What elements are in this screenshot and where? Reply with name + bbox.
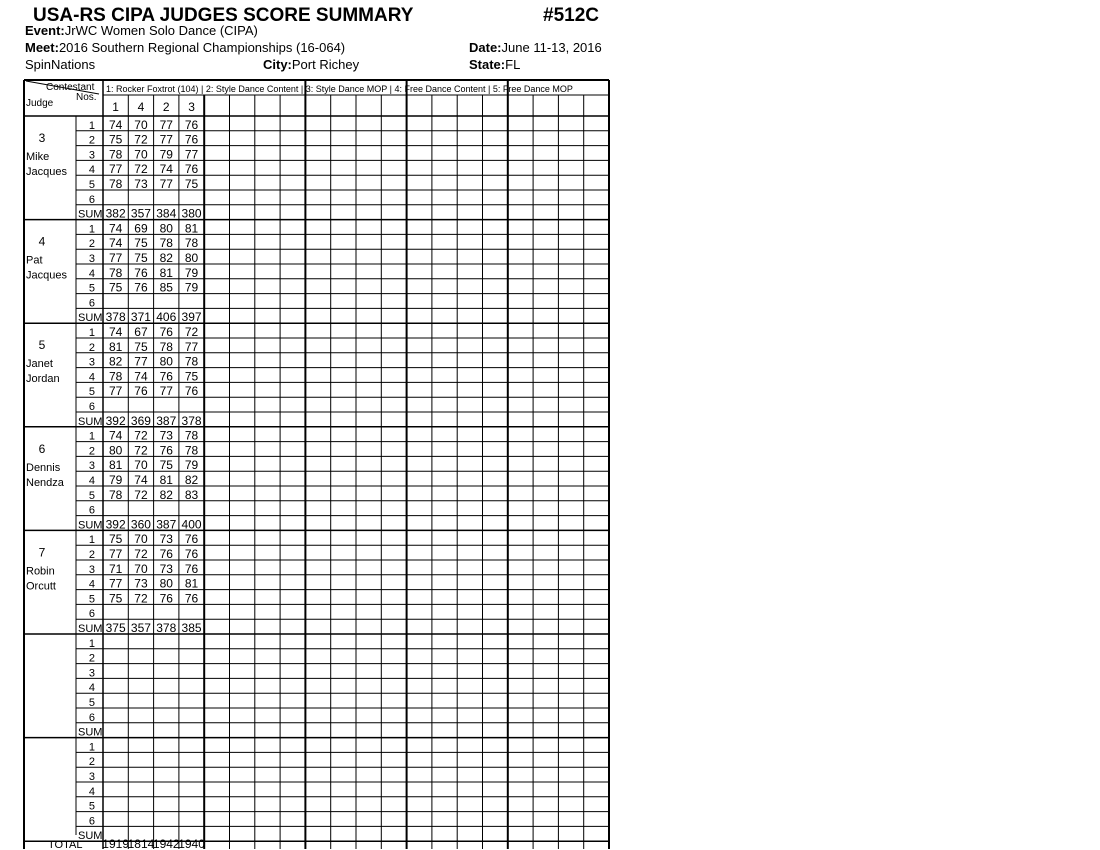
- score-cell: 77: [134, 354, 148, 369]
- score-cell: 75: [108, 532, 123, 547]
- score-cell: 72: [134, 428, 148, 443]
- score-cell: 74: [159, 162, 173, 177]
- sum-label: SUM: [78, 623, 103, 635]
- judge-first-name: Janet: [26, 358, 53, 371]
- score-cell: 72: [134, 487, 148, 502]
- sum-cell: 392: [105, 413, 126, 428]
- total-cell: 1814: [127, 837, 155, 850]
- score-cell: 76: [184, 591, 199, 606]
- city-value: Port Richey: [291, 57, 360, 72]
- score-cell: 76: [134, 265, 148, 280]
- score-cell: 77: [184, 147, 199, 162]
- sum-cell: 380: [181, 206, 202, 221]
- sum-label: SUM: [78, 312, 103, 325]
- score-cell: 72: [184, 325, 199, 339]
- row-number: 3: [88, 253, 95, 265]
- score-cell: 76: [159, 325, 173, 339]
- row-number: 4: [88, 164, 95, 177]
- score-cell: 81: [159, 473, 173, 487]
- score-cell: 77: [159, 384, 173, 399]
- row-number: 3: [88, 149, 95, 162]
- row-number: 1: [88, 534, 95, 547]
- score-cell: 81: [184, 221, 199, 236]
- row-number: 6: [88, 297, 95, 310]
- row-number: 2: [88, 238, 95, 251]
- city-label: City:: [263, 57, 292, 72]
- judge-last-name: Jacques: [26, 166, 67, 178]
- row-number: 2: [88, 549, 95, 561]
- score-cell: 70: [134, 561, 148, 576]
- row-number: 3: [88, 771, 95, 783]
- score-cell: 76: [184, 561, 199, 576]
- score-cell: 74: [108, 117, 123, 132]
- row-number: 3: [88, 356, 95, 369]
- score-cell: 82: [184, 473, 199, 487]
- score-cell: 74: [134, 473, 148, 487]
- score-cell: 76: [184, 384, 199, 399]
- row-number: 3: [88, 563, 95, 576]
- score-cell: 82: [108, 354, 123, 369]
- row-number: 6: [88, 401, 95, 413]
- score-cell: 76: [184, 117, 199, 132]
- score-cell: 76: [159, 547, 173, 561]
- score-cell: 75: [184, 369, 199, 384]
- score-cell: 78: [159, 339, 173, 354]
- score-cell: 79: [184, 458, 199, 473]
- row-number: 5: [88, 593, 95, 606]
- score-cell: 77: [159, 117, 173, 132]
- row-number: 5: [88, 800, 95, 813]
- row-number: 1: [88, 430, 95, 443]
- judge-last-name: Orcutt: [26, 580, 56, 593]
- score-cell: 79: [159, 147, 173, 162]
- contestant-number-3: 3: [188, 100, 195, 114]
- row-number: 5: [88, 697, 95, 709]
- row-number: 1: [88, 741, 95, 754]
- sum-label: SUM: [78, 830, 103, 843]
- sum-label: SUM: [78, 726, 103, 739]
- date-value: June 11-13, 2016: [501, 40, 602, 55]
- score-cell: 79: [184, 265, 199, 280]
- row-number: 5: [88, 386, 95, 399]
- contestant-number-1: 1: [112, 100, 119, 114]
- sum-cell: 392: [105, 517, 126, 532]
- date-label: Date:: [469, 40, 502, 55]
- score-cell: 78: [184, 443, 199, 458]
- score-cell: 71: [108, 561, 123, 576]
- score-cell: 78: [184, 236, 199, 251]
- score-cell: 75: [184, 177, 199, 191]
- score-cell: 74: [108, 236, 123, 251]
- score-cell: 78: [108, 177, 123, 191]
- page-title: USA-RS CIPA JUDGES SCORE SUMMARY: [33, 5, 414, 26]
- score-cell: 73: [159, 532, 173, 547]
- sum-cell: 360: [130, 517, 151, 532]
- judge-header-label: Judge: [26, 98, 54, 109]
- sum-cell: 387: [156, 413, 177, 428]
- sum-cell: 371: [130, 310, 151, 325]
- row-number: 4: [88, 267, 95, 280]
- row-number: 2: [88, 445, 95, 458]
- sum-label: SUM: [78, 415, 103, 428]
- score-cell: 75: [108, 132, 123, 147]
- row-number: 6: [88, 711, 95, 724]
- row-number: 6: [88, 815, 95, 828]
- score-cell: 76: [134, 280, 148, 295]
- score-cell: 77: [108, 576, 123, 591]
- sum-cell: 387: [156, 517, 177, 532]
- row-number: 3: [88, 667, 95, 680]
- score-cell: 81: [108, 339, 123, 354]
- sum-cell: 369: [130, 413, 151, 428]
- row-number: 4: [88, 785, 95, 798]
- score-cell: 72: [134, 547, 148, 561]
- score-cell: 72: [134, 162, 148, 177]
- score-cell: 72: [134, 132, 148, 147]
- organization: SpinNations: [25, 57, 96, 72]
- contestant-nos-label: Nos.: [76, 92, 97, 103]
- score-cell: 76: [184, 132, 199, 147]
- score-cell: 80: [159, 354, 173, 369]
- score-cell: 79: [108, 473, 123, 487]
- score-cell: 80: [159, 221, 173, 236]
- score-cell: 80: [108, 443, 123, 458]
- score-cell: 70: [134, 147, 148, 162]
- score-cell: 76: [159, 369, 173, 384]
- sum-label: SUM: [78, 519, 103, 532]
- score-cell: 74: [108, 428, 123, 443]
- event-label: Event:: [25, 23, 65, 38]
- judge-first-name: Mike: [26, 151, 50, 163]
- judge-last-name: Jordan: [26, 373, 60, 386]
- row-number: 4: [88, 682, 95, 695]
- judge-first-name: Robin: [26, 565, 55, 578]
- score-cell: 75: [134, 339, 148, 354]
- row-number: 6: [88, 608, 95, 621]
- row-number: 5: [88, 282, 95, 295]
- score-cell: 73: [134, 177, 148, 191]
- score-cell: 77: [184, 339, 199, 354]
- score-cell: 76: [184, 547, 199, 561]
- sum-cell: 357: [130, 206, 151, 221]
- score-cell: 76: [159, 443, 173, 458]
- row-number: 6: [88, 504, 95, 517]
- judge-number: 6: [38, 441, 46, 456]
- judge-number: 7: [38, 545, 46, 560]
- row-number: 6: [88, 193, 95, 206]
- sum-label: SUM: [78, 208, 103, 221]
- score-cell: 80: [159, 576, 173, 591]
- row-number: 1: [88, 637, 95, 650]
- score-cell: 78: [184, 428, 199, 443]
- sum-cell: 375: [105, 621, 126, 635]
- contestant-header-label: Contestant: [46, 82, 95, 93]
- score-cell: 82: [159, 487, 173, 502]
- segments-header: 1: Rocker Foxtrot (104) | 2: Style Dance Content | 3: Style Dance MOP | 4: Free Dance Content | 5: Free Dance MOP: [106, 84, 573, 94]
- score-cell: 81: [159, 265, 173, 280]
- score-cell: 70: [134, 532, 148, 547]
- score-cell: 77: [108, 547, 123, 561]
- state-label: State:: [469, 57, 506, 72]
- score-cell: 73: [159, 561, 173, 576]
- score-cell: 76: [184, 532, 199, 547]
- judge-number: 4: [38, 234, 46, 249]
- judge-last-name: Nendza: [26, 476, 64, 489]
- judge-number: 3: [38, 131, 46, 145]
- row-number: 2: [88, 652, 95, 665]
- score-cell: 72: [134, 443, 148, 458]
- score-cell: 75: [134, 251, 148, 265]
- sum-cell: 357: [130, 621, 151, 635]
- score-cell: 73: [159, 428, 173, 443]
- row-number: 1: [88, 327, 95, 339]
- total-cell: 1942: [152, 837, 180, 850]
- score-cell: 70: [134, 117, 148, 132]
- contestant-number-4: 4: [137, 100, 145, 114]
- judge-last-name: Jacques: [26, 269, 67, 282]
- total-label: TOTAL: [48, 839, 83, 850]
- score-cell: 76: [134, 384, 148, 399]
- judge-first-name: Dennis: [26, 461, 61, 474]
- score-cell: 70: [134, 458, 148, 473]
- score-cell: 75: [159, 458, 173, 473]
- state-value: FL: [505, 57, 521, 72]
- total-cell: 1919: [102, 837, 130, 850]
- event-value: JrWC Women Solo Dance (CIPA): [64, 23, 258, 38]
- score-cell: 78: [184, 354, 199, 369]
- meet-label: Meet:: [25, 40, 59, 55]
- score-cell: 78: [108, 487, 123, 502]
- meet-value: 2016 Southern Regional Championships (16-064): [58, 40, 346, 55]
- score-cell: 79: [184, 280, 199, 295]
- sum-cell: 385: [181, 621, 202, 635]
- row-number: 3: [88, 460, 95, 473]
- score-cell: 77: [108, 251, 123, 265]
- judge-number: 5: [38, 338, 46, 353]
- score-cell: 77: [159, 132, 173, 147]
- row-number: 4: [88, 578, 95, 591]
- row-number: 2: [88, 134, 95, 147]
- row-number: 2: [88, 341, 95, 354]
- score-cell: 77: [108, 162, 123, 177]
- score-cell: 75: [134, 236, 148, 251]
- sum-cell: 378: [105, 310, 126, 325]
- row-number: 5: [88, 179, 95, 191]
- row-number: 1: [88, 223, 95, 236]
- row-number: 5: [88, 489, 95, 502]
- score-cell: 78: [108, 265, 123, 280]
- sum-cell: 384: [156, 206, 177, 221]
- score-cell: 83: [184, 487, 199, 502]
- row-number: 2: [88, 756, 95, 769]
- score-cell: 78: [108, 369, 123, 384]
- form-code: #512C: [543, 5, 599, 26]
- score-cell: 69: [134, 221, 148, 236]
- score-cell: 75: [108, 591, 123, 606]
- score-cell: 72: [134, 591, 148, 606]
- score-cell: 74: [108, 325, 123, 339]
- row-number: 4: [88, 475, 95, 487]
- score-cell: 75: [108, 280, 123, 295]
- score-cell: 77: [159, 177, 173, 191]
- score-cell: 73: [134, 576, 148, 591]
- sum-cell: 397: [181, 310, 202, 325]
- score-cell: 78: [108, 147, 123, 162]
- score-cell: 76: [184, 162, 199, 177]
- sum-cell: 378: [156, 621, 177, 635]
- score-cell: 77: [108, 384, 123, 399]
- score-cell: 81: [108, 458, 123, 473]
- row-number: 4: [88, 371, 95, 384]
- score-cell: 81: [184, 576, 199, 591]
- score-cell: 85: [159, 280, 173, 295]
- total-cell: 1940: [178, 837, 205, 850]
- score-cell: 67: [134, 325, 148, 339]
- sum-cell: 400: [181, 517, 202, 532]
- score-cell: 78: [159, 236, 173, 251]
- score-cell: 76: [159, 591, 173, 606]
- sum-cell: 378: [181, 413, 202, 428]
- sum-cell: 406: [156, 310, 177, 325]
- score-cell: 74: [108, 221, 123, 236]
- judge-first-name: Pat: [26, 254, 43, 267]
- contestant-number-2: 2: [162, 100, 170, 114]
- score-cell: 74: [134, 369, 148, 384]
- row-number: 1: [88, 119, 95, 132]
- score-cell: 82: [159, 251, 173, 265]
- sum-cell: 382: [105, 206, 126, 221]
- score-cell: 80: [184, 251, 199, 265]
